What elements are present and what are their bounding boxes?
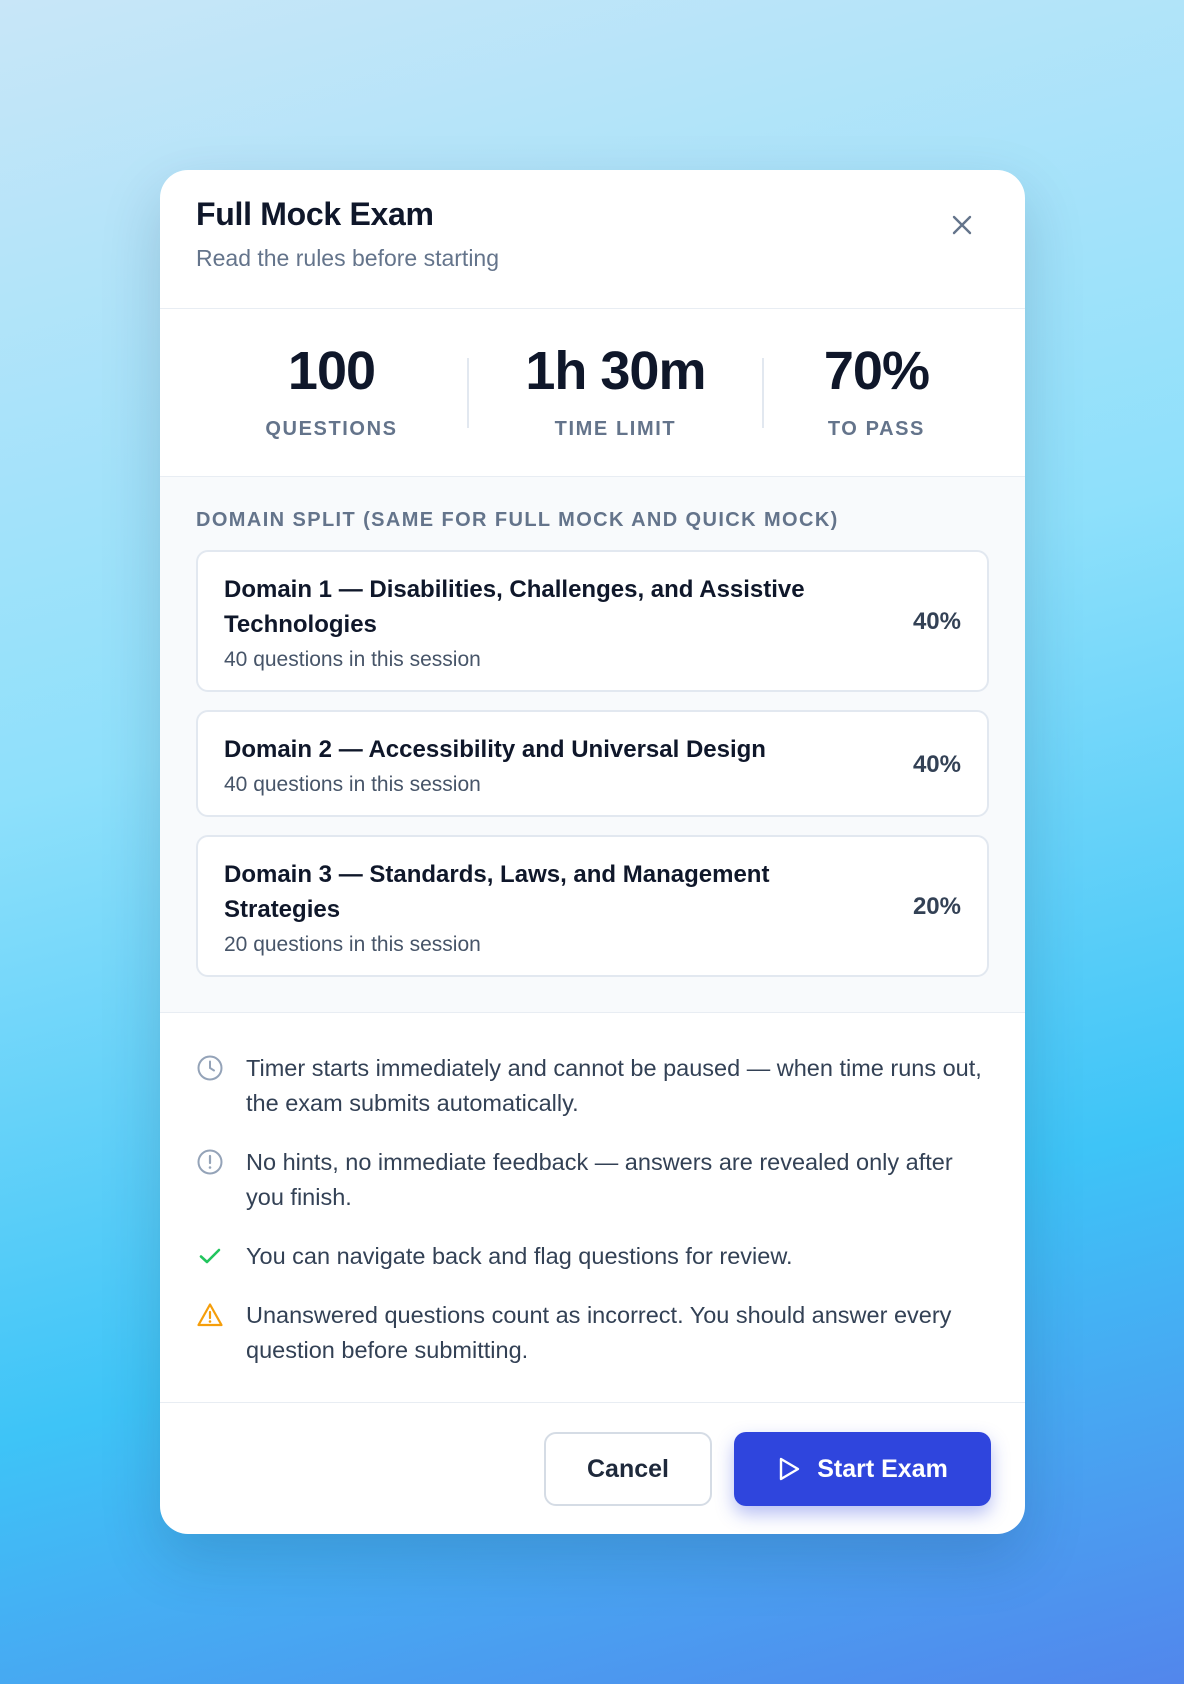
start-exam-label: Start Exam — [817, 1454, 948, 1483]
rule-item — [196, 1298, 989, 1368]
domain-name: Domain 3 — Standards, Laws, and Management Strategies — [224, 861, 770, 923]
domain-name: Domain 1 — Disabilities, Challenges, and Assistive Technologies — [224, 576, 805, 638]
rule-text: You can navigate back and flag questions for review. — [246, 1243, 793, 1269]
domain-info — [224, 572, 844, 672]
domain-question-count: 40 questions in this session — [224, 773, 481, 796]
rule-text: Timer starts immediately and cannot be paused — when time runs out, the exam submits automatically. — [246, 1055, 982, 1116]
dialog-subtitle: Read the rules before starting — [196, 245, 500, 271]
stat-label: QUESTIONS — [265, 418, 398, 440]
dialog-title: Full Mock Exam — [196, 196, 434, 232]
exam-stats — [160, 309, 1025, 477]
domain-card — [196, 710, 989, 817]
clock-icon — [196, 1054, 224, 1082]
start-exam-button[interactable] — [734, 1432, 991, 1506]
domain-split-heading: DOMAIN SPLIT (SAME FOR FULL MOCK AND QUICK MOCK) — [196, 509, 839, 531]
dialog-footer — [160, 1403, 1025, 1534]
rule-item — [196, 1239, 989, 1274]
domain-card — [196, 550, 989, 692]
stat-questions — [196, 341, 467, 441]
rule-text: Unanswered questions count as incorrect. You should answer every question before submitting. — [246, 1302, 952, 1363]
domain-name: Domain 2 — Accessibility and Universal Design — [224, 736, 766, 763]
stat-pass-mark — [764, 341, 989, 441]
domain-percent: 40% — [912, 608, 961, 635]
rule-text: No hints, no immediate feedback — answers are revealed only after you finish. — [246, 1149, 953, 1210]
info-circle-icon — [196, 1148, 224, 1176]
domain-info — [224, 857, 844, 957]
warning-triangle-icon — [196, 1301, 224, 1329]
rule-item — [196, 1145, 989, 1215]
stat-time-limit — [469, 341, 762, 441]
domain-question-count: 20 questions in this session — [224, 933, 481, 956]
domain-card — [196, 835, 989, 977]
close-icon — [950, 213, 974, 237]
stat-value: 1h 30m — [525, 341, 706, 401]
play-icon — [777, 1456, 801, 1482]
stat-value: 100 — [287, 341, 376, 401]
domain-percent: 20% — [912, 893, 961, 920]
stat-label: TO PASS — [827, 418, 925, 440]
domain-percent: 40% — [912, 750, 961, 778]
domain-info — [224, 732, 766, 797]
exam-start-dialog — [160, 170, 1025, 1534]
domain-question-count: 40 questions in this session — [224, 648, 481, 671]
stat-label: TIME LIMIT — [554, 418, 677, 440]
domain-split-section — [160, 477, 1025, 1013]
close-button[interactable] — [945, 208, 979, 242]
dialog-header — [160, 170, 1025, 309]
stat-value: 70% — [823, 341, 929, 401]
exam-rules — [160, 1013, 1025, 1403]
checkmark-icon — [196, 1242, 224, 1270]
rule-item — [196, 1051, 989, 1121]
cancel-button[interactable]: Cancel — [544, 1432, 712, 1506]
